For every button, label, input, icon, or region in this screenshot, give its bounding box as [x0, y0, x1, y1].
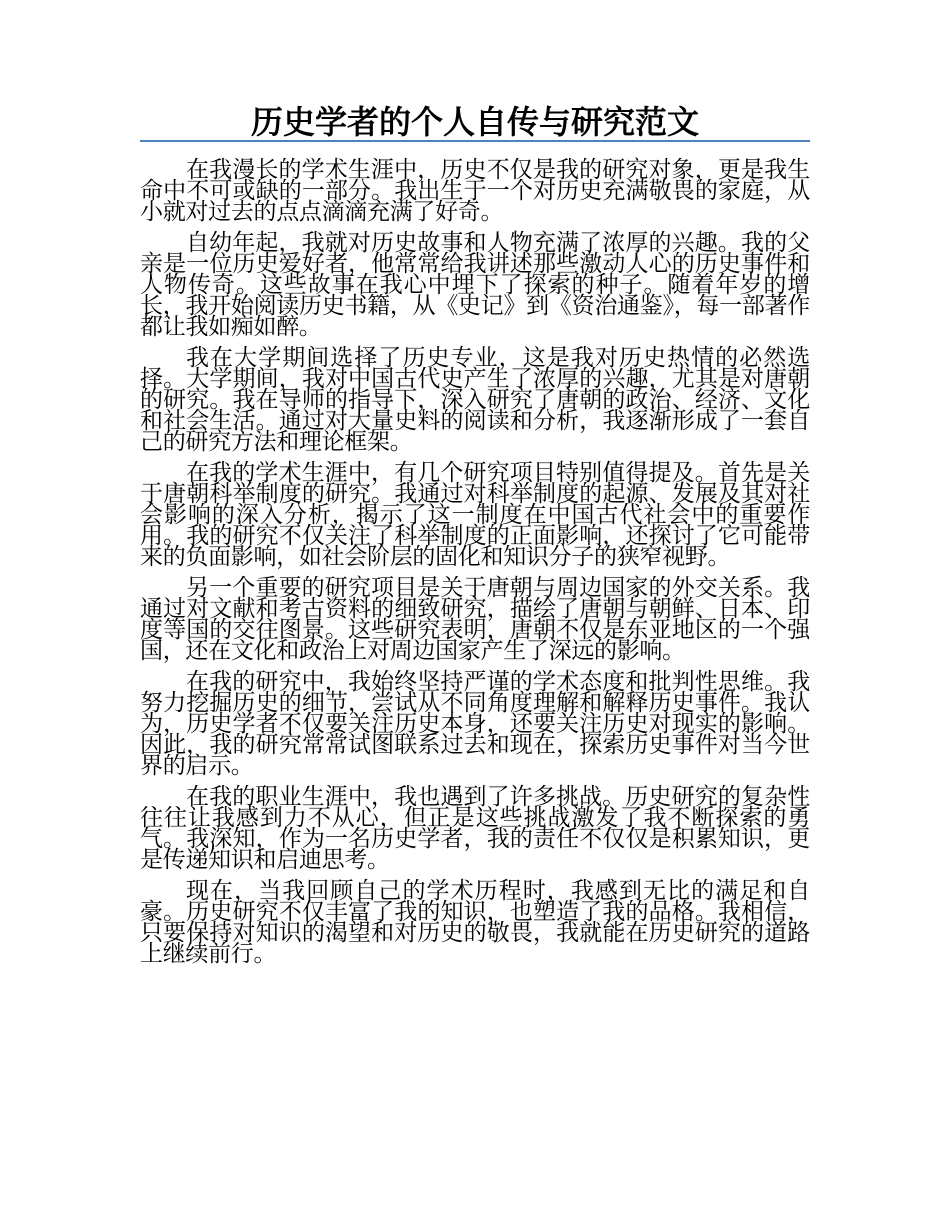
paragraph-2: 自幼年起，我就对历史故事和人物充满了浓厚的兴趣。我的父亲是一位历史爱好者，他常常给我讲述那些激动人心的历史事件和人物传奇。这些故事在我心中埋下了探索的种子。随着年岁的增长，我开始阅读历史书籍，从《史记》到《资治通鉴》，每一部著作都让我如痴如醉。: [140, 230, 810, 340]
paragraph-1: 在我漫长的学术生涯中，历史不仅是我的研究对象，更是我生命中不可或缺的一部分。我出生于一个对历史充满敬畏的家庭，从小就对过去的点点滴滴充满了好奇。: [140, 157, 810, 225]
document-title: 历史学者的个人自传与研究范文: [250, 103, 699, 141]
paragraph-8: 现在，当我回顾自己的学术历程时，我感到无比的满足和自豪。历史研究不仅丰富了我的知识，也塑造了我的品格。我相信，只要保持对知识的渴望和对历史的敬畏，我就能在历史研究的道路上继续前行。: [140, 878, 810, 967]
document-body: [140, 157, 810, 975]
paragraph-7: 在我的职业生涯中，我也遇到了许多挑战。历史研究的复杂性往往让我感到力不从心，但正是这些挑战激发了我不断探索的勇气。我深知，作为一名历史学者，我的责任不仅仅是积累知识，更是传递知识和启迪思考。: [140, 784, 810, 873]
paragraph-5: 另一个重要的研究项目是关于唐朝与周边国家的外交关系。我通过对文献和考古资料的细致研究，描绘了唐朝与朝鲜、日本、印度等国的交往图景。这些研究表明，唐朝不仅是东亚地区的一个强国，还在文化和政治上对周边国家产生了深远的影响。: [140, 575, 810, 664]
paragraph-6: 在我的研究中，我始终坚持严谨的学术态度和批判性思维。我努力挖掘历史的细节，尝试从不同角度理解和解释历史事件。我认为，历史学者不仅要关注历史本身，还要关注历史对现实的影响。因此，我的研究常常试图联系过去和现在，探索历史事件对当今世界的启示。: [140, 669, 810, 779]
paragraph-4: 在我的学术生涯中，有几个研究项目特别值得提及。首先是关于唐朝科举制度的研究。我通过对科举制度的起源、发展及其对社会影响的深入分析，揭示了这一制度在中国古代社会中的重要作用。我的研究不仅关注了科举制度的正面影响，还探讨了它可能带来的负面影响，如社会阶层的固化和知识分子的狭窄视野。: [140, 460, 810, 570]
title-underline: [140, 140, 810, 142]
paragraph-3: 我在大学期间选择了历史专业，这是我对历史热情的必然选择。大学期间，我对中国古代史产生了浓厚的兴趣，尤其是对唐朝的研究。我在导师的指导下，深入研究了唐朝的政治、经济、文化和社会生活。通过对大量史料的阅读和分析，我逐渐形成了一套自己的研究方法和理论框架。: [140, 345, 810, 455]
